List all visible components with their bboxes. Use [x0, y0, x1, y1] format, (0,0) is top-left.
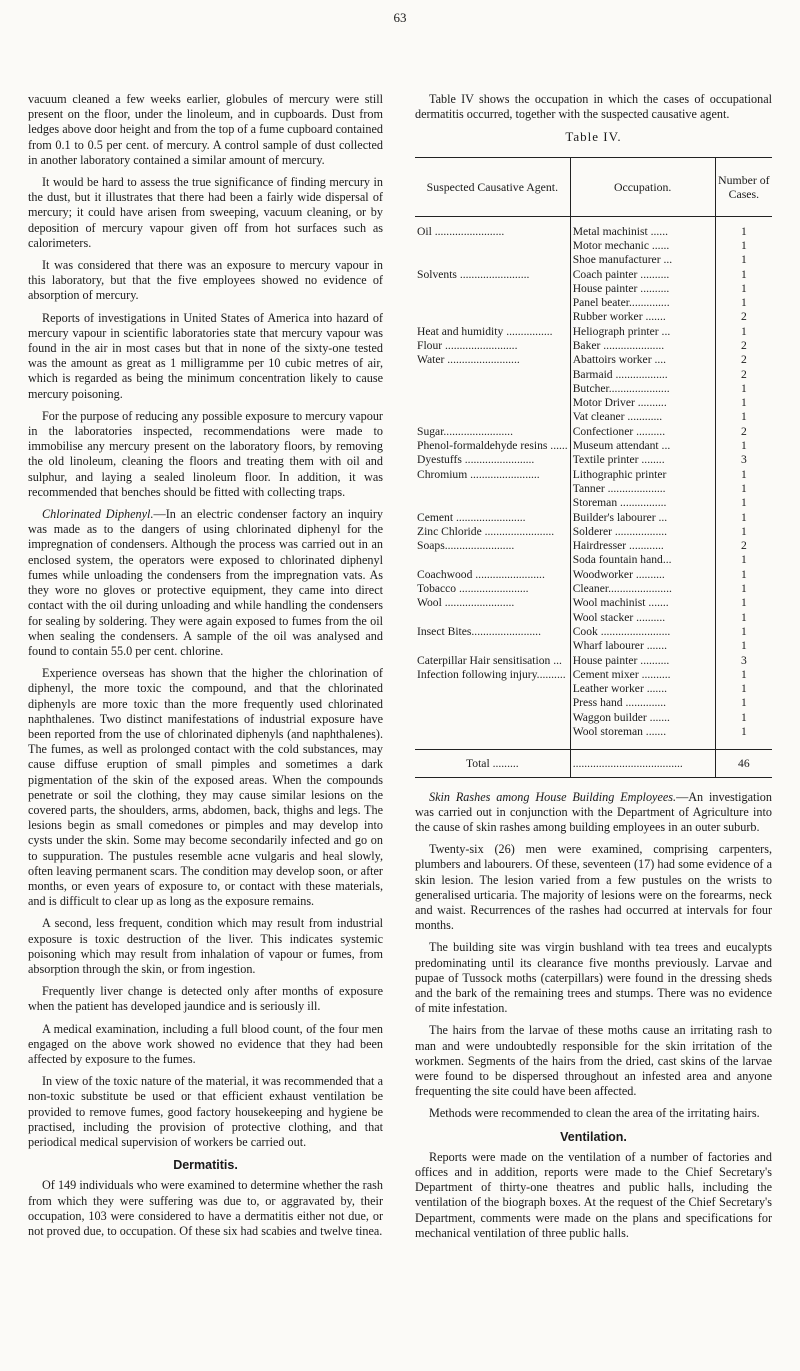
paragraph: The building site was virgin bushland with tea trees and eucalypts predominating until its clearance five months previously. Larvae and pupae of Tussock moths (caterpillars) were found in the dressing sheds and the bark of the remaining trees and stumps. There was no evidence of mite infestation. — [415, 940, 772, 1016]
paragraph: vacuum cleaned a few weeks earlier, globules of mercury were still present on the floor, under the linoleum, and in cupboards. Dust from ledges above door height and from the top of a fume cupboard contained from 0.1 to 0.5 per cent. of mercury. A control sample of dust collected in another laboratory contained a similar amount of mercury. — [28, 92, 383, 167]
cell-agent: Caterpillar Hair sensitisation ... — [417, 653, 562, 667]
cell-agent: Flour ......................... — [417, 338, 518, 352]
cell-occupation: Wool stacker .......... — [570, 611, 715, 625]
table-row — [415, 654, 772, 668]
table-row — [415, 582, 772, 596]
cell-occupation: Metal machinist ...... — [570, 216, 715, 239]
cell-cases: 1 — [740, 553, 747, 567]
cell-occupation: Baker ..................... — [570, 339, 715, 353]
cell-agent — [415, 611, 570, 625]
paragraph: A second, less frequent, condition which may result from industrial exposure is toxic destruction of the liver. This indicates systemic poisoning which may result from inhalation of vapour or fumes, from absorption through the skin, or from ingestion. — [28, 916, 383, 976]
cell-occupation: Press hand .............. — [570, 696, 715, 710]
cell-agent — [415, 382, 570, 396]
cell-agent — [415, 725, 570, 739]
cell-cases: 1 — [740, 596, 747, 610]
table-row — [415, 596, 772, 610]
left-column — [28, 92, 383, 1246]
table-row — [415, 668, 772, 682]
cell-cases: 1 — [740, 381, 747, 395]
cell-occupation: Wool storeman ....... — [570, 725, 715, 739]
cell-occupation: Cleaner...................... — [570, 582, 715, 596]
cell-cases: 2 — [740, 353, 747, 367]
cell-agent — [415, 310, 570, 324]
cell-cases: 1 — [740, 281, 747, 295]
cell-agent — [415, 410, 570, 424]
cell-agent — [415, 711, 570, 725]
cell-cases: 1 — [740, 582, 747, 596]
cell-agent: Zinc Chloride ........................ — [417, 524, 555, 538]
cell-cases: 1 — [740, 510, 747, 524]
table-row — [415, 539, 772, 553]
cell-occupation: Lithographic printer — [570, 468, 715, 482]
paragraph: A medical examination, including a full blood count, of the four men engaged on the above work showed no evidence that they had been affected by exposure to the fumes. — [28, 1021, 383, 1066]
table-row — [415, 282, 772, 296]
cell-occupation: Cement mixer .......... — [570, 668, 715, 682]
cell-cases: 1 — [740, 396, 747, 410]
paragraph-skin-rashes — [415, 790, 772, 836]
paragraph: In view of the toxic nature of the material, it was recommended that a non-toxic substitute be used or that efficient exhaust ventilation be provided to remove fumes, good factory housekeeping and hygiene be practised, including the provision of protective clothing, and that periodical medical supervision of workers be carried out. — [28, 1074, 383, 1149]
table-row — [415, 496, 772, 510]
cell-agent — [415, 296, 570, 310]
cell-cases: 1 — [740, 725, 747, 738]
table-row — [415, 511, 772, 525]
table-row — [415, 725, 772, 739]
total-label: Total ......... — [415, 750, 570, 777]
cell-agent — [415, 396, 570, 410]
table-row — [415, 525, 772, 539]
table-total-row — [415, 750, 772, 777]
table-row — [415, 396, 772, 410]
cell-cases: 1 — [740, 324, 747, 338]
total-occupation-leader: ...................................... — [570, 750, 715, 777]
paragraph: Methods were recommended to clean the area of the irritating hairs. — [429, 1106, 760, 1121]
table-row — [415, 310, 772, 324]
cell-occupation: Coach painter .......... — [570, 268, 715, 282]
table-spacer-row — [415, 739, 772, 750]
table-row — [415, 410, 772, 424]
cell-agent: Cement ........................ — [417, 510, 526, 524]
table-row — [415, 216, 772, 239]
cell-occupation: Tanner .................... — [570, 482, 715, 496]
section-run-in-title: Chlorinated Diphenyl. — [42, 507, 154, 522]
cell-agent: Sugar........................ — [417, 424, 513, 438]
cell-agent — [415, 496, 570, 510]
cell-occupation: Panel beater.............. — [570, 296, 715, 310]
cell-cases: 2 — [740, 338, 747, 352]
table-iv — [415, 157, 772, 778]
table-row — [415, 325, 772, 339]
cell-occupation: Wharf labourer ....... — [570, 639, 715, 653]
section-heading-dermatitis: Dermatitis. — [173, 1158, 238, 1173]
column-header: Number of Cases. — [715, 157, 772, 216]
paragraph: Reports were made on the ventilation of a number of factories and offices and in addition, reports were made to the Chief Secretary's Department of thirty-one theatres and public halls, including the ventilation of the biograph boxes. At the request of the Chief Secretary's Department, comments were made on the plans and specifications for mechanical ventilation of three public halls. — [415, 1149, 772, 1240]
cell-cases: 1 — [740, 710, 747, 724]
paragraph: It would be hard to assess the true significance of finding mercury in the dust, but it illustrates that there had been a fairly wide dispersal of mercury; it could have arisen from sweeping, vacuum cleaning, or by deposition of mercury vapour given off from hot surfaces such as calorimeters. — [28, 175, 383, 250]
cell-cases: 1 — [740, 267, 747, 281]
cell-agent: Phenol-formaldehyde resins ...... — [417, 439, 568, 453]
table-row — [415, 253, 772, 267]
cell-occupation: Wool machinist ....... — [570, 596, 715, 610]
cell-agent: Insect Bites........................ — [417, 624, 541, 638]
cell-cases: 3 — [740, 653, 747, 667]
table-row — [415, 611, 772, 625]
cell-occupation: Soda fountain hand... — [570, 553, 715, 567]
cell-agent — [415, 682, 570, 696]
cell-occupation: Motor Driver .......... — [570, 396, 715, 410]
cell-agent — [415, 553, 570, 567]
cell-cases: 1 — [740, 481, 747, 495]
total-value: 46 — [715, 750, 772, 777]
cell-occupation: Motor mechanic ...... — [570, 239, 715, 253]
cell-cases: 1 — [740, 639, 747, 653]
cell-occupation: Barmaid .................. — [570, 368, 715, 382]
table-row — [415, 339, 772, 353]
cell-cases: 1 — [740, 682, 747, 696]
table-row — [415, 625, 772, 639]
table-row — [415, 425, 772, 439]
cell-agent: Infection following injury.......... — [417, 667, 566, 681]
spacer-cell — [570, 739, 715, 750]
paragraph: It was considered that there was an exposure to mercury vapour in this laboratory, but that the five employees showed no evidence of absorption of mercury. — [28, 258, 383, 303]
cell-cases: 1 — [740, 524, 747, 538]
page-number: 63 — [393, 10, 407, 25]
cell-occupation: Waggon builder ....... — [570, 711, 715, 725]
cell-occupation: Museum attendant ... — [570, 439, 715, 453]
cell-occupation: Abattoirs worker .... — [570, 353, 715, 367]
section-run-in-title: Skin Rashes among House Building Employees. — [429, 789, 677, 804]
cell-cases: 1 — [740, 439, 747, 453]
paragraph-text: —An investigation was carried out in conjunction with the Department of Agriculture into the cause of skin rashes among building employees in an outer suburb. — [415, 789, 772, 834]
table-row — [415, 553, 772, 567]
table-row — [415, 682, 772, 696]
table-row — [415, 382, 772, 396]
paragraph-chlorinated-diphenyl — [28, 507, 383, 659]
cell-occupation: Builder's labourer ... — [570, 511, 715, 525]
table-row — [415, 453, 772, 467]
paragraph-text: —In an electric condenser factory an inquiry was made as to the dangers of using chlorinated diphenyl for the impregnation of condensers. Although the process was carried out in an enclosed system, the operators were exposed to chlorinated diphenyl fumes while unloading the condensers from the impregnation vats. As they wore no gloves or protective equipment, they came into direct contact with the oil during unloading and while handling the condensers for sealing by soldering. They were again exposed to fumes from the oil when sealing the condensers. A sample of the oil was analysed and found to contain 55.0 per cent. chlorine. — [28, 507, 383, 658]
cell-agent — [415, 239, 570, 253]
cell-occupation: Butcher..................... — [570, 382, 715, 396]
cell-agent: Wool ........................ — [417, 596, 515, 610]
section-heading-ventilation: Ventilation. — [560, 1129, 627, 1144]
table-row — [415, 468, 772, 482]
cell-agent — [415, 253, 570, 267]
table-row — [415, 639, 772, 653]
cell-occupation: Solderer .................. — [570, 525, 715, 539]
cell-cases: 1 — [740, 567, 747, 581]
cell-occupation: House painter .......... — [570, 282, 715, 296]
column-header: Suspected Causative Agent. — [415, 157, 570, 216]
paragraph-table-intro: Table IV shows the occupation in which the cases of occupational dermatitis occurred, together with the suspected causative agent. — [415, 92, 772, 122]
cell-agent — [415, 696, 570, 710]
cell-cases: 1 — [740, 610, 747, 624]
cell-occupation: Heliograph printer ... — [570, 325, 715, 339]
cell-agent: Heat and humidity ................ — [417, 324, 553, 338]
cell-occupation: Shoe manufacturer ... — [570, 253, 715, 267]
cell-cases: 1 — [740, 496, 747, 510]
paragraph: Of 149 individuals who were examined to determine whether the rash from which they were suffering was due to, or aggravated by, their occupation, 103 were considered to have a dermatitis either not due, or not proved due, to occupation. Of these six had scabies and twelve tinea. — [28, 1178, 383, 1239]
cell-occupation: Rubber worker ....... — [570, 310, 715, 324]
cell-cases: 2 — [740, 367, 747, 381]
cell-cases: 1 — [740, 696, 747, 710]
cell-agent — [415, 282, 570, 296]
cell-agent: Chromium ........................ — [417, 467, 540, 481]
right-column — [415, 92, 772, 1248]
cell-agent: Oil ........................ — [417, 224, 505, 238]
cell-occupation: House painter .......... — [570, 654, 715, 668]
spacer-cell — [415, 739, 570, 750]
table-row — [415, 368, 772, 382]
column-header: Occupation. — [570, 157, 715, 216]
cell-occupation: Confectioner .......... — [570, 425, 715, 439]
cell-agent: Dyestuffs ........................ — [417, 453, 535, 467]
table-row — [415, 696, 772, 710]
table-row — [415, 482, 772, 496]
table-row — [415, 268, 772, 282]
cell-occupation: Vat cleaner ............ — [570, 410, 715, 424]
spacer-cell — [715, 739, 772, 750]
paragraph: For the purpose of reducing any possible exposure to mercury vapour in the laboratories inspected, recommendations were made to immobilise any mercury present on the laboratory floors, by removing the old linoleum, cleaning the floors and treating them with oil and sulphur, and laying a sealed linoleum floor. In addition, it was recommended that benches should be fitted with collecting traps. — [28, 408, 383, 499]
cell-cases: 1 — [740, 224, 747, 238]
cell-agent: Soaps........................ — [417, 539, 515, 553]
cell-agent: Coachwood ........................ — [417, 567, 545, 581]
paragraph: Experience overseas has shown that the higher the chlorination of diphenyl, the more toxic the compound, and that the chlorinated diphenyls are more toxic than the more frequently used chlorinated naphthalenes. Two distinct manifestations of industrial exposure have been reported from the use of chlorinated diphenyls (and naphthalenes). The fumes, as well as prolonged contact with the cold substances, may cause diffuse eruption of small pimples and sometimes a dark pigmentation of the skin of the exposed areas. When the compounds penetrate or soil the clothing, they may cause similar lesions on the covered parts, the shoulders, arms, abdomen, back, thighs and legs. The lesions begin as small comedones or pimples and may develop into cysts under the skin. Some may become secondarily infected and go on to suppuration. The pustules resemble acne vulgaris and heal slowly, often leaving permanent scars. The condition may develop soon, or after months, or even years of exposure to, or contact with these materials, and is difficult to clear up as long as the exposure remains. — [28, 666, 383, 909]
cell-agent: Water ......................... — [417, 353, 520, 367]
cell-cases: 3 — [740, 453, 747, 467]
paragraph: Frequently liver change is detected only after months of exposure when the patient has developed jaundice and is seriously ill. — [28, 984, 383, 1014]
cell-occupation: Storeman ................ — [570, 496, 715, 510]
paragraph: Twenty-six (26) men were examined, comprising carpenters, plumbers and labourers. Of these, seventeen (17) had some evidence of a skin lesion. The lesion varied from a few pustules on the wrists to generalised urticaria. The majority of lesions were on the forearms, neck and waist. Recurrences of the rashes had occurred at intervals for four months. — [415, 842, 772, 933]
cell-cases: 2 — [740, 539, 747, 553]
table-row — [415, 711, 772, 725]
cell-cases: 1 — [740, 253, 747, 267]
cell-cases: 1 — [740, 238, 747, 252]
cell-cases: 1 — [740, 296, 747, 310]
table-caption: Table IV. — [565, 129, 622, 145]
paragraph: Reports of investigations in United States of America into hazard of mercury vapour in scientific laboratories state that mercury vapour was found in the air in most cases but that in none of the sixty-one tested was the amount as great as 1 milligramme per 10 cubic metres of air, which is regarded as being the minimum concentration likely to cause mercury poisoning. — [28, 310, 383, 401]
cell-agent: Tobacco ........................ — [417, 582, 529, 596]
cell-agent: Solvents ........................ — [417, 267, 530, 281]
table-header-row — [415, 157, 772, 216]
table-row — [415, 439, 772, 453]
cell-occupation: Textile printer ........ — [570, 453, 715, 467]
table-row — [415, 296, 772, 310]
cell-agent — [415, 639, 570, 653]
cell-cases: 1 — [740, 410, 747, 424]
table-row — [415, 568, 772, 582]
cell-occupation: Woodworker .......... — [570, 568, 715, 582]
cell-cases: 2 — [740, 424, 747, 438]
table-row — [415, 353, 772, 367]
cell-agent — [415, 368, 570, 382]
cell-cases: 1 — [740, 467, 747, 481]
cell-occupation: Hairdresser ............ — [570, 539, 715, 553]
table-body — [415, 216, 772, 777]
cell-occupation: Cook ........................ — [570, 625, 715, 639]
cell-cases: 2 — [740, 310, 747, 324]
cell-cases: 1 — [740, 624, 747, 638]
paragraph: The hairs from the larvae of these moths cause an irritating rash to man and were undoubtedly responsible for the skin irritation of the workmen. Segments of the hairs from the dried, cast skins of the larvae were found to be dispersed throughout an infested area and anyone frequenting the site could have been affected. — [415, 1023, 772, 1099]
cell-cases: 1 — [740, 667, 747, 681]
cell-agent — [415, 482, 570, 496]
cell-occupation: Leather worker ....... — [570, 682, 715, 696]
table-row — [415, 239, 772, 253]
